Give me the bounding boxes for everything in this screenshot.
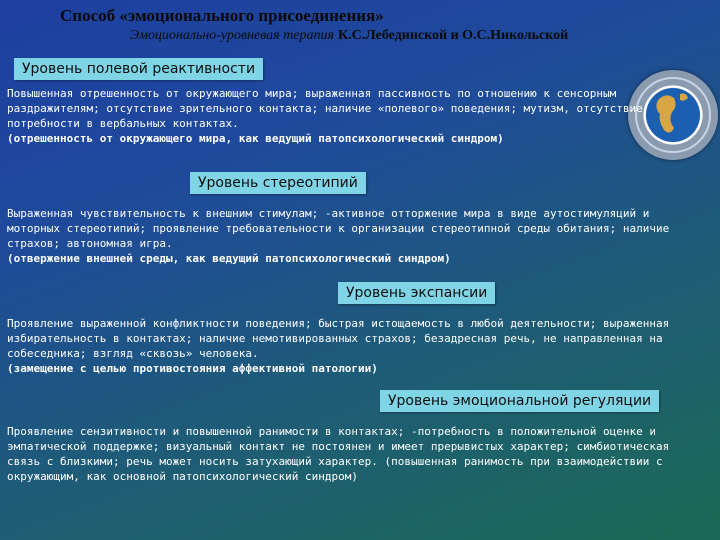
section-body: Повышенная отрешенность от окружающего мира; выраженная пассивность по отношению к сенсорным раздражителям; отсутствие зрительного контакта; наличие «полевого» поведения; мутизм, отсутствие потребности в вербальных контактах. [7,87,643,130]
section-syndrome: (отвержение внешней среды, как ведущий патопсихологический синдром) [7,252,451,265]
section-text-emotional-regulation [7,424,707,484]
section-syndrome: (отрешенность от окружающего мира, как ведущий патопсихологический синдром) [7,132,504,145]
section-text-stereotypes [7,206,707,266]
section-text-field-reactivity [7,86,707,146]
therapy-name: Эмоционально-уровневая терапия [130,28,335,43]
section-heading-stereotypes: Уровень стереотипий [190,172,366,194]
section-text-expansion [7,316,707,376]
section-heading-expansion: Уровень экспансии [338,282,495,304]
page-title: Способ «эмоционального присоединения» [60,6,384,25]
section-heading-field-reactivity: Уровень полевой реактивности [14,58,263,80]
section-syndrome: (замещение с целью противостояния аффективной патологии) [7,362,378,375]
section-body: Проявление сензитивности и повышенной ранимости в контактах; -потребность в положительной оценке и эмпатической поддержке; визуальный контакт не постоянен и имеет прерывистых характер; симбиотическая связь с близкими; речь может носить затухающий характер. (повышенная ранимость при взаимодействии с окружающим, как основной патопсихологический синдром) [7,425,670,483]
page-subtitle [130,28,568,44]
authors: К.С.Лебединской и О.С.Никольской [338,28,569,43]
section-body: Проявление выраженной конфликтности поведения; быстрая истощаемость в любой деятельности; выраженная избирательность в контактах; наличие немотивированных страхов; безадресная речь, не направленная на собеседника; взгляд «сквозь» человека. [7,317,670,360]
section-body: Выраженная чувствительность к внешним стимулам; -активное отторжение мира в виде аутостимуляций и моторных стереотипий; проявление требовательности к организации стереотипной среды обитания; наличие страхов; автономная игра. [7,207,670,250]
section-heading-emotional-regulation: Уровень эмоциональной регуляции [380,390,659,412]
